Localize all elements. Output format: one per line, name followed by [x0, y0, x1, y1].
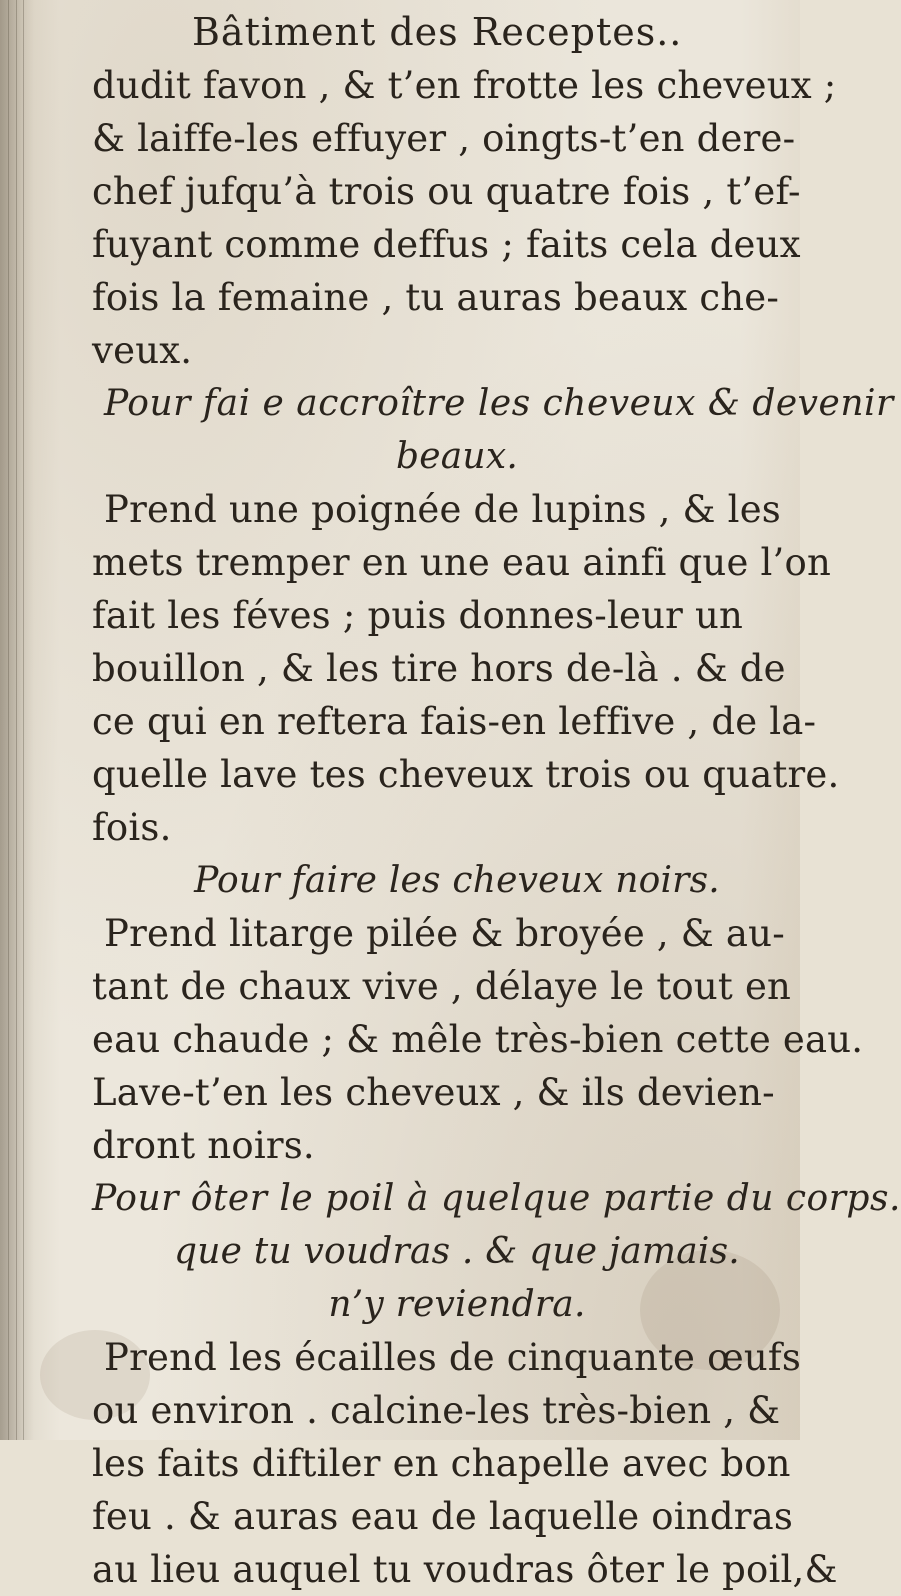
text-line: quelle lave tes cheveux trois ou quatre.	[92, 753, 840, 796]
text-line: dudit favon , & t’en frotte les cheveux ;	[92, 64, 837, 107]
text-line: ce qui en reftera fais-en leffive , de la-	[92, 700, 817, 743]
recipe-heading: Pour faire les cheveux noirs.	[194, 860, 720, 901]
recipe-heading: que tu voudras . & que jamais.	[174, 1231, 740, 1272]
text-line: eau chaude ; & mêle très-bien cette eau.	[92, 1018, 864, 1061]
text-line: bouillon , & les tire hors de-là . & de	[92, 647, 786, 690]
text-line: les faits diftiler en chapelle avec bon	[92, 1442, 791, 1485]
binding-edge	[23, 0, 24, 1440]
text-line: fois.	[92, 806, 172, 849]
text-line: Prend les écailles de cinquante œufs	[104, 1336, 802, 1379]
recipe-heading: n’y reviendra.	[328, 1284, 586, 1325]
binding-shadow	[0, 0, 34, 1440]
text-line: Lave-t’en les cheveux , & ils devien-	[92, 1071, 775, 1114]
text-line: tant de chaux vive , délaye le tout en	[92, 965, 792, 1008]
text-line: au lieu auquel tu voudras ôter le poil,&	[92, 1548, 838, 1591]
text-line: dront noirs.	[92, 1124, 315, 1167]
text-line: fuyant comme deffus ; faits cela deux	[92, 223, 801, 266]
recipe-heading: Pour fai e accroître les cheveux & devenir	[104, 383, 894, 424]
text-line: Prend litarge pilée & broyée , & au-	[104, 912, 785, 955]
text-line: fois la femaine , tu auras beaux che-	[92, 276, 780, 319]
text-line: & laiffe-les effuyer , oingts-t’en dere-	[92, 117, 796, 160]
running-title: Bâtiment des Receptes..	[192, 10, 683, 54]
text-line: mets tremper en une eau ainfi que l’on	[92, 541, 832, 584]
recipe-heading: beaux.	[396, 436, 518, 477]
page-text	[92, 6, 901, 1596]
text-line: chef jufqu’à trois ou quatre fois , t’ef-	[92, 170, 801, 213]
binding-edge	[8, 0, 9, 1440]
text-line: Prend une poignée de lupins , & les	[104, 488, 781, 531]
recipe-heading: Pour ôter le poil à quelque partie du corps.	[92, 1178, 901, 1219]
text-line: fait les féves ; puis donnes-leur un	[92, 594, 744, 637]
binding-edge	[16, 0, 17, 1440]
text-line: feu . & auras eau de laquelle oindras	[92, 1495, 794, 1538]
text-line: ou environ . calcine-les très-bien , &	[92, 1389, 781, 1432]
text-line: veux.	[92, 329, 193, 372]
